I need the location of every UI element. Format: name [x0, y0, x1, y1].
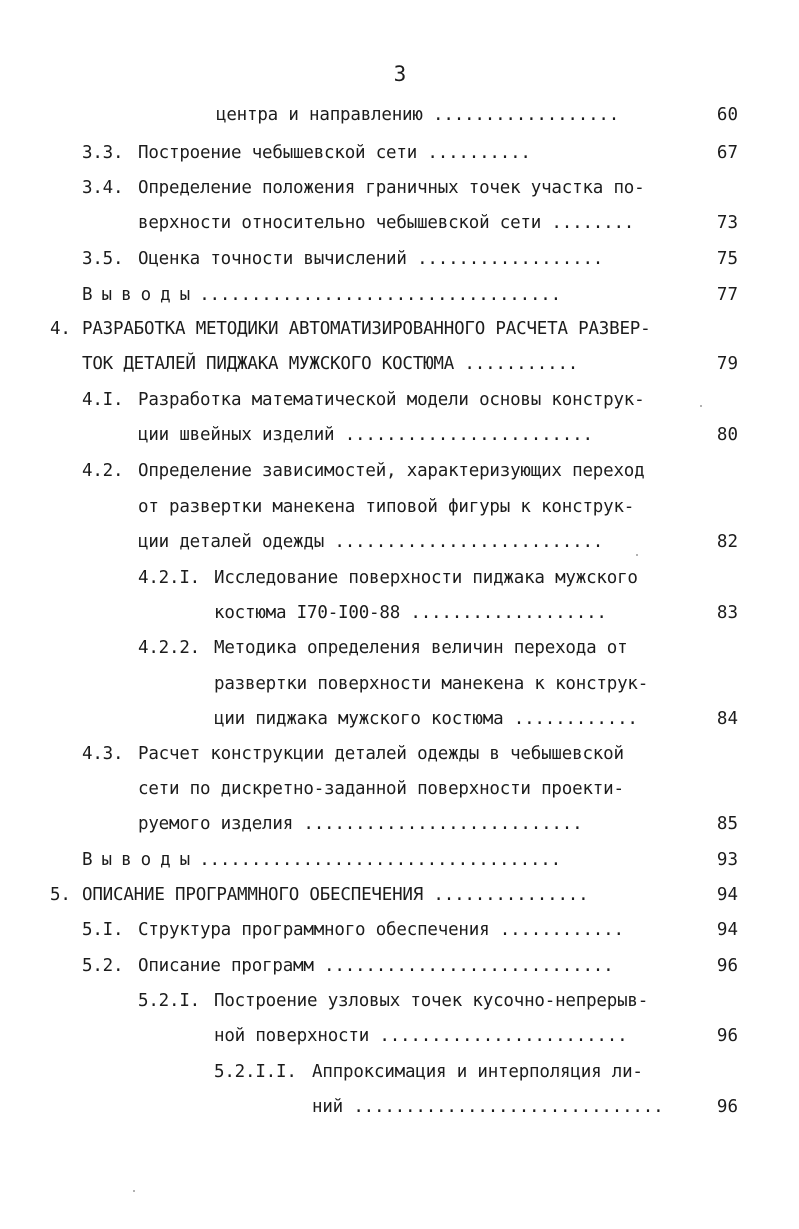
toc-entry-text: ОПИСАНИЕ ПРОГРАММНОГО ОБЕСПЕЧЕНИЯ ............... [82, 885, 589, 905]
toc-leader-dots: ................................... [199, 850, 561, 870]
toc-line [138, 529, 603, 555]
toc-line [138, 422, 593, 448]
toc-entry-text: Определение положения граничных точек участка по- [138, 178, 645, 198]
toc-page-number: 73 [716, 213, 738, 233]
toc-line [50, 882, 690, 908]
toc-entry-text: развертки поверхности манекена к конструк- [214, 674, 649, 694]
toc-page-number: 96 [716, 1097, 738, 1117]
toc-leader-dots: ................................... [199, 285, 561, 305]
toc-line [138, 494, 634, 520]
toc-line [312, 1094, 663, 1120]
toc-page-number: 96 [716, 1026, 738, 1046]
toc-line [214, 1059, 694, 1085]
toc-line [82, 140, 682, 166]
toc-page-number: 94 [716, 885, 738, 905]
toc-entry-text: Построение чебышевской сети .......... [138, 143, 531, 163]
toc-line [82, 953, 682, 979]
toc-entry-text: Выводы [82, 850, 200, 870]
toc-entry-text: от развертки манекена типовой фигуры к конструк- [138, 497, 635, 517]
toc-line [138, 988, 698, 1014]
toc-line [138, 776, 624, 802]
toc-line [214, 600, 607, 626]
toc-line [82, 246, 682, 272]
toc-entry-text: Определение зависимостей, характеризующих переход [138, 461, 645, 481]
toc-entry-text: ний .............................. [312, 1097, 664, 1117]
toc-line [50, 316, 700, 342]
toc-section-number: 4.2.2. [138, 638, 201, 658]
toc-entry-text: верхности относительно чебышевской сети ........ [138, 213, 635, 233]
scan-speck [133, 1190, 135, 1192]
toc-entry-text: Описание программ ............................ [138, 956, 614, 976]
toc-entry-text: костюма I70-I00-88 ................... [214, 603, 607, 623]
toc-line [216, 102, 619, 128]
toc-entry-text: Выводы [82, 285, 200, 305]
toc-line [82, 847, 561, 873]
toc-section-number: 5.I. [82, 920, 124, 940]
toc-entry-text: руемого изделия ........................... [138, 814, 583, 834]
toc-line [214, 1023, 627, 1049]
toc-section-number: 4.3. [82, 744, 124, 764]
toc-page-number: 85 [716, 814, 738, 834]
toc-entry-text: Исследование поверхности пиджака мужского [214, 568, 638, 588]
scan-speck [636, 554, 638, 556]
toc-section-number: 5. [50, 885, 71, 905]
toc-entry-text: Построение узловых точек кусочно-непрерыв- [214, 991, 649, 1011]
toc-section-number: 5.2. [82, 956, 124, 976]
toc-entry-text: Оценка точности вычислений .................. [138, 249, 604, 269]
toc-line [82, 741, 692, 767]
toc-line [82, 387, 682, 413]
toc-page-number: 80 [716, 425, 738, 445]
toc-page-number: 60 [716, 105, 738, 125]
toc-entry-text: ции пиджака мужского костюма ............ [214, 709, 638, 729]
toc-page-number: 67 [716, 143, 738, 163]
toc-section-number: 3.4. [82, 178, 124, 198]
toc-line [138, 635, 698, 661]
toc-entry-text: Аппроксимация и интерполяция ли- [312, 1062, 643, 1082]
scan-speck [700, 405, 702, 407]
toc-page-number: 83 [716, 603, 738, 623]
toc-entry-text: РАЗРАБОТКА МЕТОДИКИ АВТОМАТИЗИРОВАННОГО РАСЧЕТА РАЗВЕР- [82, 319, 651, 339]
toc-line [82, 351, 578, 377]
toc-page-number: 84 [716, 709, 738, 729]
toc-page-number: 93 [716, 850, 738, 870]
toc-section-number: 4.2.I. [138, 568, 201, 588]
toc-page-number: 79 [716, 354, 738, 374]
toc-entry-text: ции швейных изделий ........................ [138, 425, 593, 445]
toc-line [138, 565, 698, 591]
toc-section-number: 4. [50, 319, 71, 339]
toc-page-number: 77 [716, 285, 738, 305]
toc-line [82, 175, 682, 201]
toc-entry-text: ТОК ДЕТАЛЕЙ ПИДЖАКА МУЖСКОГО КОСТЮМА ........... [82, 354, 579, 374]
toc-line [214, 671, 648, 697]
toc-line [138, 210, 634, 236]
toc-entry-text: ной поверхности ........................ [214, 1026, 628, 1046]
toc-section-number: 3.3. [82, 143, 124, 163]
toc-section-number: 5.2.I.I. [214, 1062, 297, 1082]
toc-page-number: 94 [716, 920, 738, 940]
toc-entry-text: сети по дискретно-заданной поверхности проекти- [138, 779, 624, 799]
toc-line [138, 811, 582, 837]
page-number: 3 [393, 62, 407, 86]
toc-page-number: 75 [716, 249, 738, 269]
toc-entry-text: ции деталей одежды .......................... [138, 532, 604, 552]
toc-section-number: 3.5. [82, 249, 124, 269]
toc-section-number: 4.2. [82, 461, 124, 481]
toc-line [82, 458, 692, 484]
toc-entry-text: центра и направлению .................. [216, 105, 620, 125]
toc-section-number: 4.I. [82, 390, 124, 410]
toc-line [214, 706, 638, 732]
toc-page-number: 82 [716, 532, 738, 552]
toc-line [82, 917, 682, 943]
toc-entry-text: Расчет конструкции деталей одежды в чебышевской [138, 744, 624, 764]
toc-line [82, 282, 561, 308]
toc-entry-text: Структура программного обеспечения ............ [138, 920, 624, 940]
toc-page-number: 96 [716, 956, 738, 976]
toc-entry-text: Методика определения величин перехода от [214, 638, 628, 658]
toc-section-number: 5.2.I. [138, 991, 201, 1011]
toc-entry-text: Разработка математической модели основы конструк- [138, 390, 645, 410]
